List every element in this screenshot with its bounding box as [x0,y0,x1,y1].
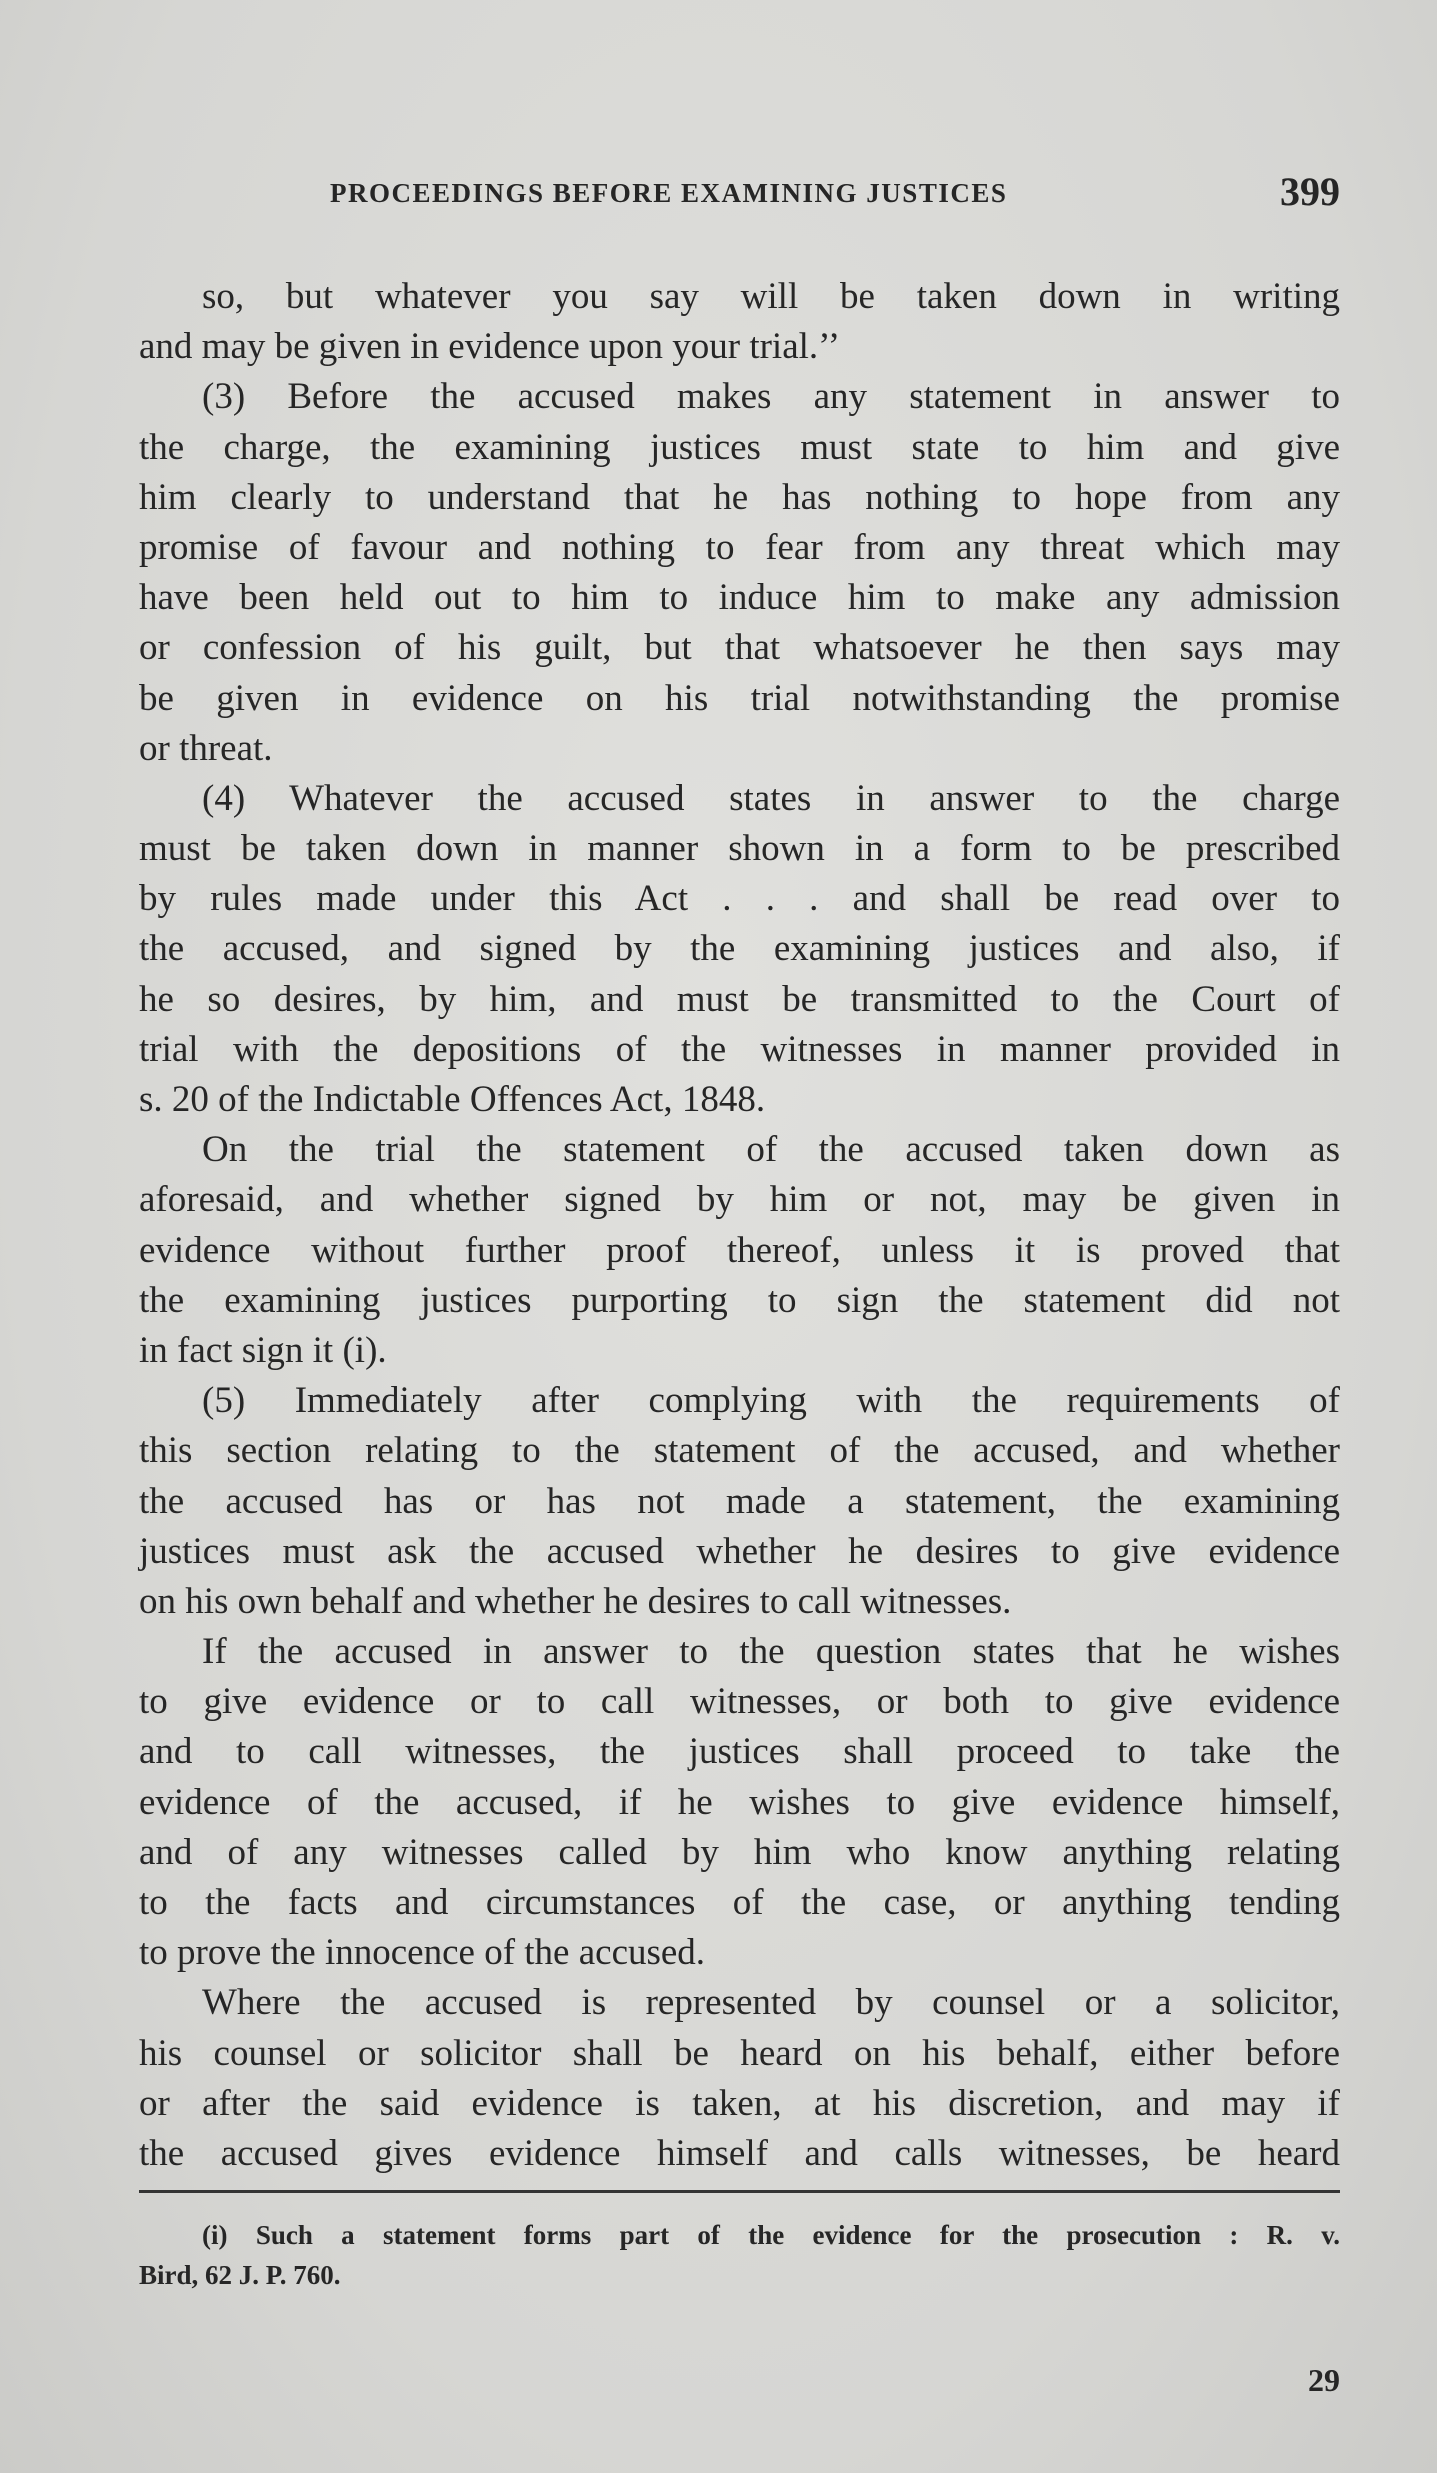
text-line: him clearly to understand that he has nothing to hope from any [139,476,1340,518]
text-line: by rules made under this Act . . . and shall be read over to [139,878,1340,920]
paragraph [139,1978,1340,2179]
text-line: (5) Immediately after complying with the requirements of [202,1380,1340,1422]
text-line: to prove the innocence of the accused. [139,1932,706,1974]
text-line: so, but whatever you say will be taken down in writing [202,276,1340,317]
text-line: the examining justices purporting to sign the statement did not [139,1279,1340,1321]
footnote-line: Bird, 62 J. P. 760. [139,2260,341,2290]
text-line: in fact sign it (i). [139,1329,387,1371]
text-line: evidence of the accused, if he wishes to give evidence himself, [139,1781,1340,1823]
text-line: or after the said evidence is taken, at his discretion, and may if [139,2082,1340,2124]
text-line: evidence without further proof thereof, unless it is proved that [139,1229,1340,1271]
text-line: or confession of his guilt, but that whatsoever he then says may [139,627,1340,669]
text-line: s. 20 of the Indictable Offences Act, 1848. [139,1079,766,1120]
text-line: the accused has or has not made a statement, the examining [139,1480,1340,1522]
text-line: his counsel or solicitor shall be heard on his behalf, either before [139,2032,1340,2074]
text-line: justices must ask the accused whether he desires to give evidence [139,1530,1340,1572]
text-line: to the facts and circumstances of the case, or anything tending [139,1882,1340,1923]
running-title: PROCEEDINGS BEFORE EXAMINING JUSTICES [330,178,1008,208]
paragraph [139,1627,1340,1978]
paragraph [139,272,1340,372]
footnote [139,2215,1340,2295]
page-number: 399 [1280,169,1340,214]
text-line: the charge, the examining justices must state to him and give [139,426,1340,468]
text-line: the accused gives evidence himself and calls witnesses, be heard [139,2132,1340,2174]
text-line: be given in evidence on his trial notwithstanding the promise [139,677,1340,719]
signature-mark: 29 [1308,2362,1340,2398]
footnote-divider [139,2190,1340,2193]
text-line: the accused, and signed by the examining justices and also, if [139,928,1340,970]
text-line: On the trial the statement of the accused taken down as [202,1129,1340,1171]
text-line: have been held out to him to induce him to make any admission [139,577,1340,619]
text-line: this section relating to the statement of the accused, and whether [139,1430,1340,1472]
text-line: Where the accused is represented by counsel or a solicitor, [202,1982,1340,2024]
paragraph [139,372,1340,774]
text-line: (4) Whatever the accused states in answer to the charge [202,777,1340,819]
text-line: on his own behalf and whether he desires to call witnesses. [139,1580,1012,1622]
paragraph [139,1376,1340,1627]
text-line: to give evidence or to call witnesses, or both to give evidence [139,1681,1340,1723]
body-text [139,272,1340,2179]
text-line: promise of favour and nothing to fear from any threat which may [139,526,1340,568]
text-line: (3) Before the accused makes any statement in answer to [202,376,1340,418]
footnote-line: (i) Such a statement forms part of the evidence for the prosecution : R. v. [202,2220,1340,2250]
text-line: trial with the depositions of the witnesses in manner provided in [139,1028,1340,1070]
text-line: and may be given in evidence upon your trial.’’ [139,326,841,368]
paragraph [139,774,1340,1125]
text-line: he so desires, by him, and must be transmitted to the Court of [139,978,1340,1020]
text-line: or threat. [139,727,273,769]
text-line: and of any witnesses called by him who know anything relating [139,1831,1340,1873]
text-line: and to call witnesses, the justices shall proceed to take the [139,1731,1340,1773]
paragraph [139,1125,1340,1376]
text-line: If the accused in answer to the question states that he wishes [202,1631,1340,1673]
text-line: aforesaid, and whether signed by him or not, may be given in [139,1179,1340,1221]
text-line: must be taken down in manner shown in a form to be prescribed [139,828,1340,870]
